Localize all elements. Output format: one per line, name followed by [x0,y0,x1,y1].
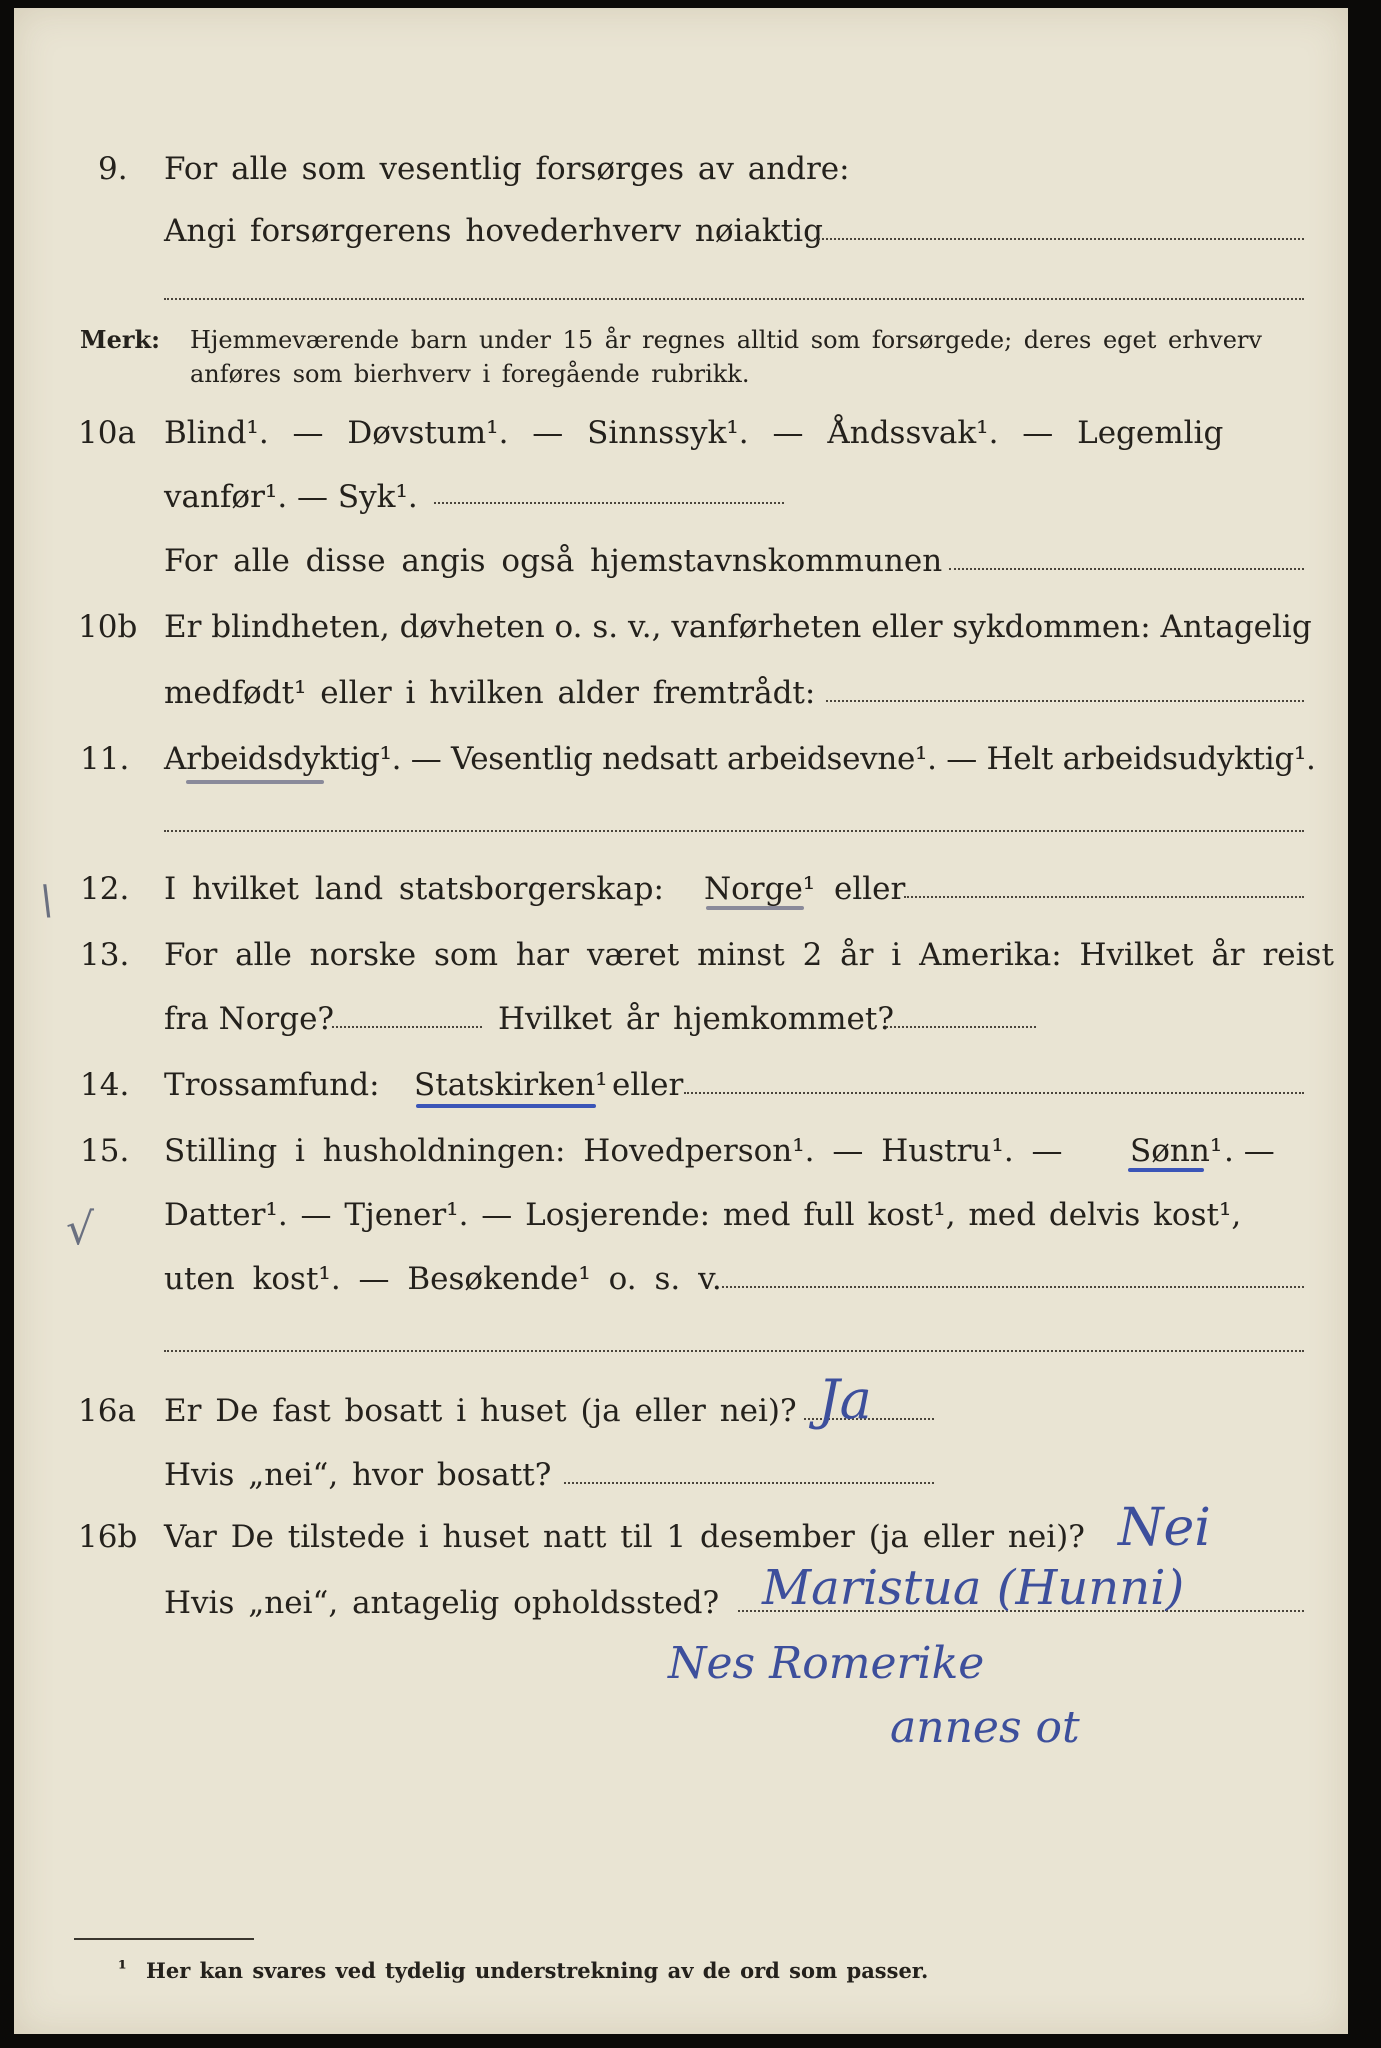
q11-number: 11. [80,741,130,777]
census-form-sheet [14,8,1348,2034]
q14-number: 14. [80,1067,130,1103]
q16a-handwritten-answer: Ja [818,1368,872,1431]
q15-text-line3: uten kost¹. — Besøkende¹ o. s. v. [164,1261,722,1297]
q14-answer-field[interactable] [684,1092,1304,1094]
footnote-rule [74,1938,254,1940]
q10a-number: 10a [78,415,136,451]
q15-text-line1c: . — [1224,1133,1275,1169]
q16b-text-line1: Var De tilstede i huset natt til 1 desember (ja eller nei)? [164,1519,1085,1555]
q10a-answer-field[interactable] [434,502,784,504]
q15-answer-field[interactable] [722,1286,1304,1288]
q15-text-line2: Datter¹. — Tjener¹. — Losjerende: med full kost¹, med delvis kost¹, [164,1197,1242,1233]
q12-checkmark: \ [40,878,54,924]
q9-text-line2: Angi forsørgerens hovederhverv nøiaktig [164,213,823,249]
merk-label: Merk: [80,325,160,354]
q12-answer-field[interactable] [904,896,1304,898]
q13-text-line1: For alle norske som har været minst 2 år i Amerika: Hvilket år reist [164,937,1334,973]
q16b-handwritten-place-line2: Nes Romerike [668,1638,985,1689]
q12-underline-norge [706,906,804,910]
merk-text-line2: anføres som bierhverv i foregående rubrikk. [190,360,750,388]
q13-text-line2a: fra Norge? [164,1001,335,1037]
q9-text-line1: For alle som vesentlig forsørges av andre: [164,151,850,187]
q13-number: 13. [80,937,130,973]
q12-suffix: eller [834,871,906,907]
q11-underline-arbeidsdyktig [186,780,324,784]
q15-checkmark: √ [66,1204,95,1255]
q16b-text-line2: Hvis „nei“, antagelig opholdssted? [164,1585,720,1621]
q12-option-norge: Norge¹ [704,871,816,907]
q13-text-line2b: Hvilket år hjemkommet? [498,1001,894,1037]
q15-underline-sonn [1128,1168,1204,1172]
q14-prefix: Trossamfund: [164,1067,380,1103]
q16b-handwritten-answer: Nei [1118,1498,1211,1558]
q16b-handwritten-place-line1: Maristua (Hunni) [762,1560,1185,1616]
q16b-handwritten-place-line3: annes ot [890,1702,1080,1753]
q16a-number: 16a [78,1393,136,1429]
q10a-text-line3: For alle disse angis også hjemstavnskommunen [164,543,943,579]
q15-text-line1a: Stilling i husholdningen: Hovedperson¹. — Hustru¹. — [164,1133,1063,1169]
q16a-text-line2: Hvis „nei“, hvor bosatt? [164,1457,552,1493]
q10b-text-line1: Er blindheten, døvheten o. s. v., vanførheten eller sykdommen: Antagelig [164,609,1312,645]
q16b-number: 16b [78,1519,138,1555]
q9-number: 9. [98,151,128,187]
q14-suffix: eller [612,1067,684,1103]
q10b-answer-field[interactable] [826,700,1304,702]
q9-answer-field[interactable] [814,238,1304,240]
q10a-text-line2: vanfør¹. — Syk¹. [164,479,418,515]
q13-reist-field[interactable] [332,1026,482,1028]
merk-text-line1: Hjemmeværende barn under 15 år regnes alltid som forsørgede; deres eget erhverv [190,326,1262,354]
q10b-number: 10b [78,609,138,645]
q16a-text-line1: Er De fast bosatt i huset (ja eller nei)? [164,1393,797,1429]
q14-underline-statskirken [416,1104,596,1108]
q12-prefix: I hvilket land statsborgerskap: [164,871,664,907]
q13-hjemkommet-field[interactable] [886,1026,1036,1028]
q11-text: Arbeidsdyktig¹. — Vesentlig nedsatt arbeidsevne¹. — Helt arbeidsudyktig¹. [164,741,1316,777]
q15-answer-field-2[interactable] [164,1350,1304,1352]
q14-option-statskirken: Statskirken¹ [414,1067,608,1103]
q10a-hjemstavn-field[interactable] [949,568,1304,570]
q15-number: 15. [80,1133,130,1169]
q16a-bosatt-field[interactable] [564,1482,934,1484]
q10a-text-line1: Blind¹. — Døvstum¹. — Sinnssyk¹. — Åndssvak¹. — Legemlig [164,415,1224,451]
q12-number: 12. [80,871,130,907]
footnote-mark: ¹ [118,1956,127,1980]
q10b-text-line2: medfødt¹ eller i hvilken alder fremtrådt: [164,675,816,711]
footnote-text: Her kan svares ved tydelig understrekning av de ord som passer. [146,1958,929,1983]
q9-answer-field-2[interactable] [164,298,1304,300]
q11-answer-field[interactable] [164,830,1304,832]
q15-option-sonn: Sønn¹ [1130,1133,1223,1169]
